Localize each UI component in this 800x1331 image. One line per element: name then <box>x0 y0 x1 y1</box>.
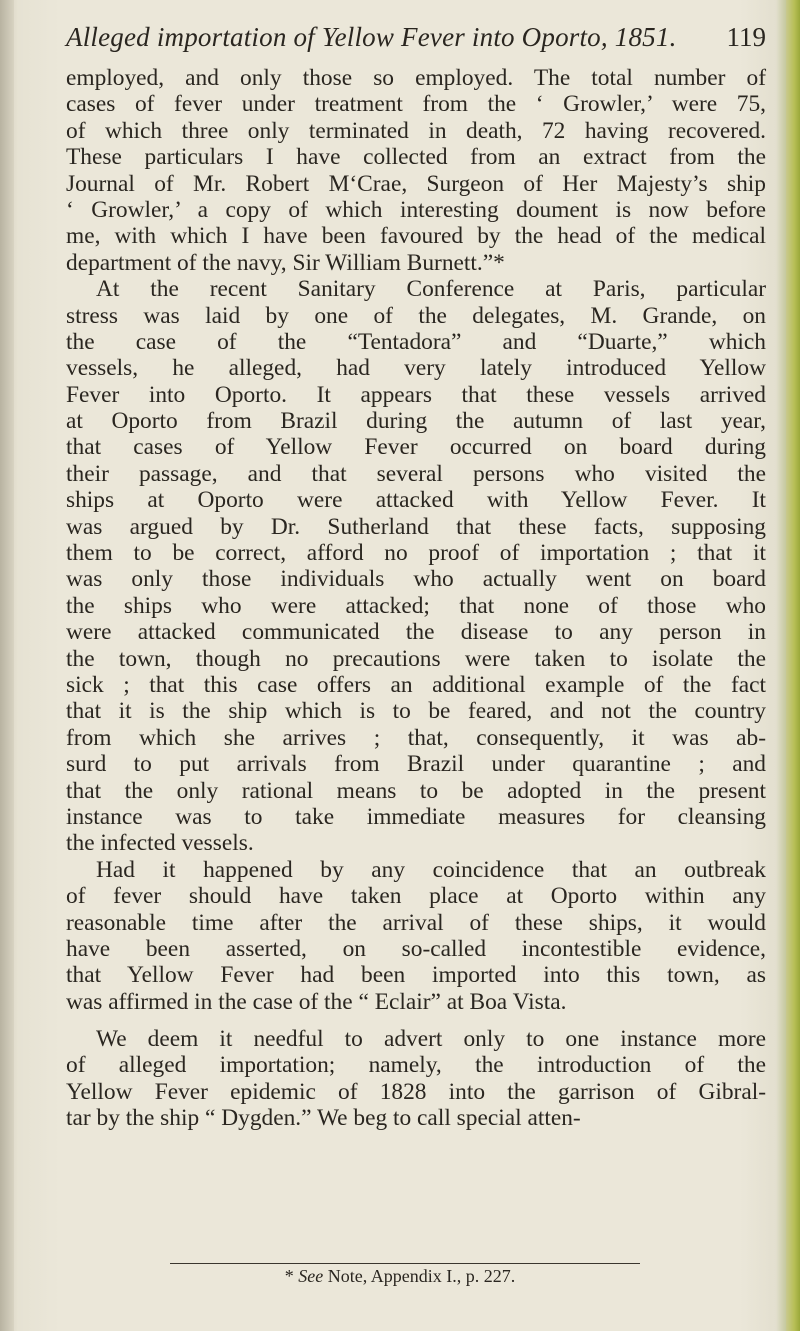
text-line: that cases of Yellow Fever occurred on board during <box>66 434 766 461</box>
text-line: reasonable time after the arrival of these ships, it would <box>66 909 766 936</box>
text-line: Had it happened by any coincidence that an outbreak <box>96 856 766 883</box>
text-line: me, with which I have been favoured by the head of the medical <box>66 223 766 250</box>
text-line: Fever into Oporto. It appears that these vessels arrived <box>66 381 766 408</box>
text-line: ships at Oporto were attacked with Yellow Fever. It <box>66 487 766 514</box>
page-gutter-shadow <box>0 0 14 1331</box>
text-line: the ships who were attacked; that none of those who <box>66 592 766 619</box>
text-line: that Yellow Fever had been imported into this town, as <box>66 962 766 989</box>
text-line: the infected vessels. <box>66 830 254 857</box>
text-line: of which three only terminated in death, 72 having recovered. <box>66 117 766 144</box>
text-line: at Oporto from Brazil during the autumn of last year, <box>66 408 766 435</box>
text-line: tar by the ship “ Dygden.” We beg to call special atten- <box>66 1105 581 1132</box>
text-line: cases of fever under treatment from the ‘ Growler,’ were 75, <box>66 91 766 118</box>
text-line: was affirmed in the case of the “ Eclair” at Boa Vista. <box>66 988 567 1015</box>
footnote-marker: * <box>284 1266 294 1286</box>
text-line: stress was laid by one of the delegates, M. Grande, on <box>66 302 766 329</box>
text-line: At the recent Sanitary Conference at Paris, particular <box>96 276 766 303</box>
paragraph <box>66 276 766 857</box>
body-text <box>66 65 766 1132</box>
text-line: was only those individuals who actually went on board <box>66 566 766 593</box>
text-line: vessels, he alleged, had very lately introduced Yellow <box>66 355 766 382</box>
text-line: from which she arrives ; that, consequently, it was ab- <box>66 724 766 751</box>
text-line: were attacked communicated the disease to any person in <box>66 619 766 646</box>
footnote-text: Note, Appendix I., p. 227. <box>327 1266 516 1286</box>
text-line: them to be correct, afford no proof of importation ; that it <box>66 540 766 567</box>
text-line: the town, though no precautions were taken to isolate the <box>66 645 766 672</box>
text-line: employed, and only those so employed. The total number of <box>66 65 766 91</box>
footnote-see: See <box>298 1266 324 1286</box>
text-line: was argued by Dr. Sutherland that these facts, supposing <box>66 513 766 540</box>
text-line: ‘ Growler,’ a copy of which interesting doument is now before <box>66 196 766 223</box>
text-line: Journal of Mr. Robert M‘Crae, Surgeon of Her Majesty’s ship <box>66 170 766 197</box>
text-line: that the only rational means to be adopted in the present <box>66 777 766 804</box>
text-line: of alleged importation; namely, the introduction of the <box>66 1052 766 1079</box>
footnote-rule <box>170 1263 640 1264</box>
text-line: of fever should have taken place at Oporto within any <box>66 883 766 910</box>
paragraph <box>66 1026 766 1132</box>
page-number: 119 <box>726 22 766 52</box>
running-title: Alleged importation of Yellow Fever into Oporto, 1851. <box>66 22 677 52</box>
text-line: sick ; that this case offers an additional example of the fact <box>66 671 766 698</box>
text-line: instance was to take immediate measures for cleansing <box>66 803 766 830</box>
text-line: department of the navy, Sir William Burnett.”* <box>66 249 505 276</box>
paragraph <box>66 857 766 1015</box>
footnote <box>0 1266 800 1287</box>
paragraph <box>66 65 766 276</box>
text-line: that it is the ship which is to be feared, and not the country <box>66 698 766 725</box>
page-edge-stain <box>786 0 800 1331</box>
text-line: surd to put arrivals from Brazil under quarantine ; and <box>66 751 766 778</box>
text-line: the case of the “Tentadora” and “Duarte,” which <box>66 328 766 355</box>
text-line: We deem it needful to advert only to one instance more <box>96 1026 766 1053</box>
running-head <box>66 22 770 62</box>
text-line: their passage, and that several persons who visited the <box>66 460 766 487</box>
text-line: These particulars I have collected from an extract from the <box>66 144 766 171</box>
text-line: Yellow Fever epidemic of 1828 into the garrison of Gibral- <box>66 1078 766 1105</box>
paragraph-gap <box>66 1015 766 1026</box>
text-line: have been asserted, on so-called incontestible evidence, <box>66 935 766 962</box>
